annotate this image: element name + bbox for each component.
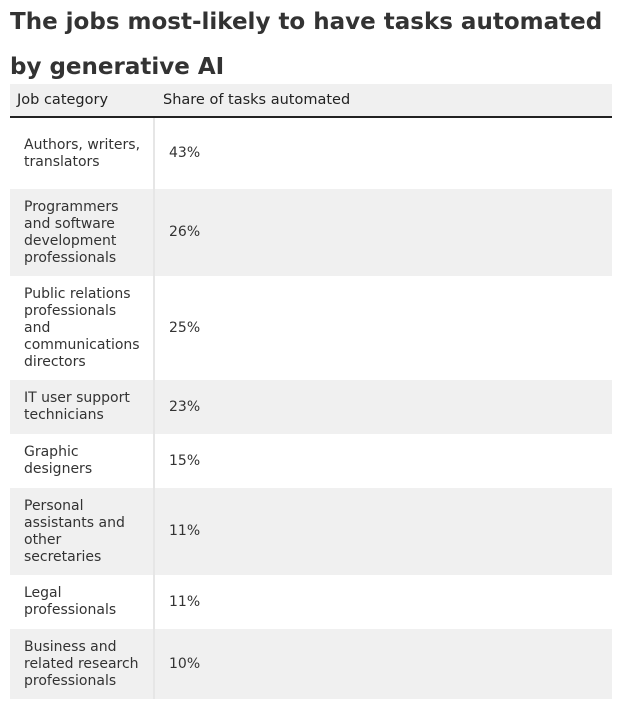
- share-cell: 25%: [154, 276, 612, 380]
- job-category-cell: Authors, writers, translators: [10, 117, 154, 189]
- table-row: [10, 629, 612, 699]
- share-cell: 10%: [154, 629, 612, 699]
- share-cell: 23%: [154, 380, 612, 434]
- job-category-cell: Public relations professionals and communications directors: [10, 276, 154, 380]
- table-row: [10, 117, 612, 189]
- table-header-row: [10, 84, 612, 117]
- table-row: [10, 575, 612, 629]
- job-category-cell: IT user support technicians: [10, 380, 154, 434]
- chart-title: The jobs most-likely to have tasks automated by generative AI: [10, 9, 603, 80]
- share-cell: 15%: [154, 434, 612, 488]
- column-header-job-category[interactable]: Job category: [10, 84, 154, 117]
- column-header-share-of-tasks[interactable]: Share of tasks automated: [154, 84, 612, 117]
- table-row: [10, 276, 612, 380]
- table-row: [10, 380, 612, 434]
- table-row: [10, 434, 612, 488]
- job-category-cell: Graphic designers: [10, 434, 154, 488]
- table-row: [10, 488, 612, 575]
- share-cell: 11%: [154, 575, 612, 629]
- share-cell: 43%: [154, 117, 612, 189]
- job-category-cell: Programmers and software development professionals: [10, 189, 154, 276]
- share-cell: 11%: [154, 488, 612, 575]
- table-row: [10, 189, 612, 276]
- job-category-cell: Legal professionals: [10, 575, 154, 629]
- share-cell: 26%: [154, 189, 612, 276]
- job-category-cell: Business and related research professionals: [10, 629, 154, 699]
- data-table: [10, 84, 612, 699]
- job-category-cell: Personal assistants and other secretaries: [10, 488, 154, 575]
